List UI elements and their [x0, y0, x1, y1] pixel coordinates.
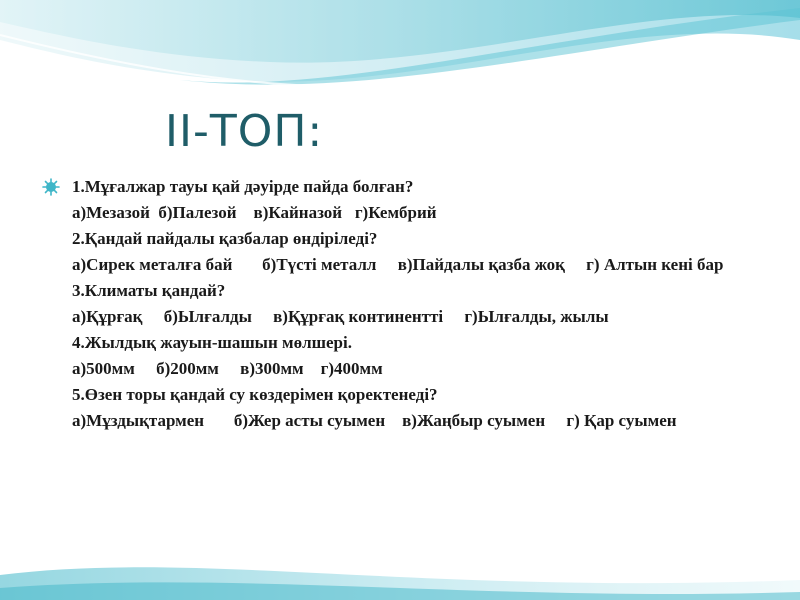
answers-5: а)Мұздықтармен б)Жер асты суымен в)Жаңбыр суымен г) Қар суымен — [72, 411, 677, 430]
slide-title: ІІ-ТОП: — [165, 106, 324, 157]
question-5: 5.Өзен торы қандай су көздерімен қоректенеді? — [72, 385, 438, 404]
bottom-wave-decoration — [0, 540, 800, 600]
question-4: 4.Жылдық жауын-шашын мөлшері. — [72, 333, 352, 352]
question-list — [72, 174, 772, 434]
answers-4: а)500мм б)200мм в)300мм г)400мм — [72, 359, 383, 378]
sparkle-bullet-icon — [42, 178, 60, 196]
answers-1: а)Мезазой б)Палезой в)Кайназой г)Кембрий — [72, 203, 437, 222]
question-3: 3.Климаты қандай? — [72, 281, 226, 300]
top-wave-decoration — [0, 0, 800, 110]
answers-2: а)Сирек металға бай б)Түсті металл в)Пайдалы қазба жоқ г) Алтын кені бар — [72, 255, 724, 274]
question-2: 2.Қандай пайдалы қазбалар өндіріледі? — [72, 229, 378, 248]
question-1: 1.Мұғалжар тауы қай дәуірде пайда болған? — [72, 177, 414, 196]
answers-3: а)Құрғақ б)Ылғалды в)Құрғақ континентті г)Ылғалды, жылы — [72, 307, 609, 326]
